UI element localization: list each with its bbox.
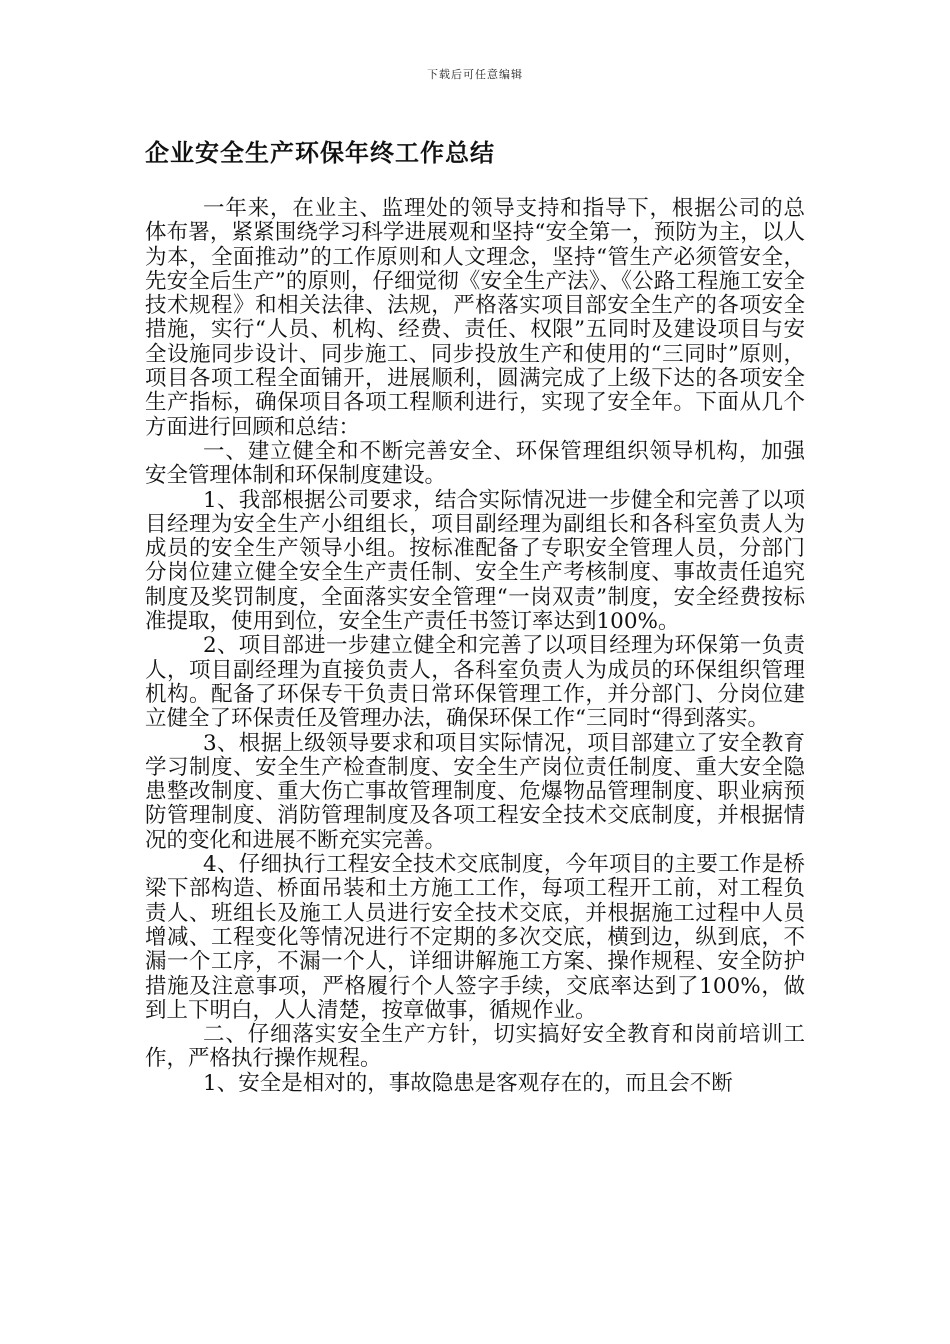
section-heading: 一、建立健全和不断完善安全、环保管理组织领导机构，加强安全管理体制和环保制度建设。 <box>145 438 805 489</box>
paragraph: 1、安全是相对的，事故隐患是客观存在的，而且会不断 <box>203 1070 733 1096</box>
document-body <box>145 197 805 1096</box>
paragraph: 4、仔细执行工程安全技术交底制度，今年项目的主要工作是桥梁下部构造、桥面吊装和土方施工工作，每项工程开工前，对工程负责人、班组长及施工人员进行安全技术交底，并根据施工过程中人员增减、工程变化等情况进行不定期的多次交底，横到边，纵到底，不漏一个工序，不漏一个人，详细讲解施工方案、操作规程、安全防护措施及注意事项，严格履行个人签字手续，交底率达到了100%，做到上下明白，人人清楚，按章做事，循规作业。 <box>145 852 805 1023</box>
section-heading: 二、仔细落实安全生产方针，切实搞好安全教育和岗前培训工作，严格执行操作规程。 <box>145 1022 805 1072</box>
paragraph: 3、根据上级领导要求和项目实际情况，项目部建立了安全教育学习制度、安全生产检查制度、安全生产岗位责任制度、重大安全隐患整改制度、重大伤亡事故管理制度、危爆物品管理制度、职业病预防管理制度、消防管理制度及各项工程安全技术交底制度，并根据情况的变化和进展不断充实完善。 <box>145 730 805 853</box>
page-title: 企业安全生产环保年终工作总结 <box>145 139 495 167</box>
paragraph: 一年来，在业主、监理处的领导支持和指导下，根据公司的总体布署，紧紧围绕学习科学进展观和坚持“安全第一，预防为主，以人为本，全面推动”的工作原则和人文理念，坚持“管生产必须管安全，先安全后生产”的原则，仔细觉彻《安全生产法》、《公路工程施工安全技术规程》和相关法律、法规，严格落实项目部安全生产的各项安全措施，实行“人员、机构、经费、责任、权限”五同时及建设项目与安全设施同步设计、同步施工、同步投放生产和使用的“三同时”原则，项目各项工程全面铺开，进展顺利，圆满完成了上级下达的各项安全生产指标，确保项目各项工程顺利进行，实现了安全年。下面从几个方面进行回顾和总结： <box>145 196 805 440</box>
paragraph: 2、项目部进一步建立健全和完善了以项目经理为环保第一负责人，项目副经理为直接负责人，各科室负责人为成员的环保组织管理机构。配备了环保专干负责日常环保管理工作，并分部门、分岗位建立健全了环保责任及管理办法，确保环保工作“三同时“得到落实。 <box>145 633 805 732</box>
paragraph: 1、我部根据公司要求，结合实际情况进一步健全和完善了以项目经理为安全生产小组组长，项目副经理为副组长和各科室负责人为成员的安全生产领导小组。按标准配备了专职安全管理人员，分部门分岗位建立健全安全生产责任制、安全生产考核制度、事故责任追究制度及奖罚制度，全面落实安全管理“一岗双责”制度，安全经费按标准提取，使用到位，安全生产责任书签订率达到100%。 <box>145 487 805 635</box>
header-note: 下载后可任意编辑 <box>427 68 523 81</box>
